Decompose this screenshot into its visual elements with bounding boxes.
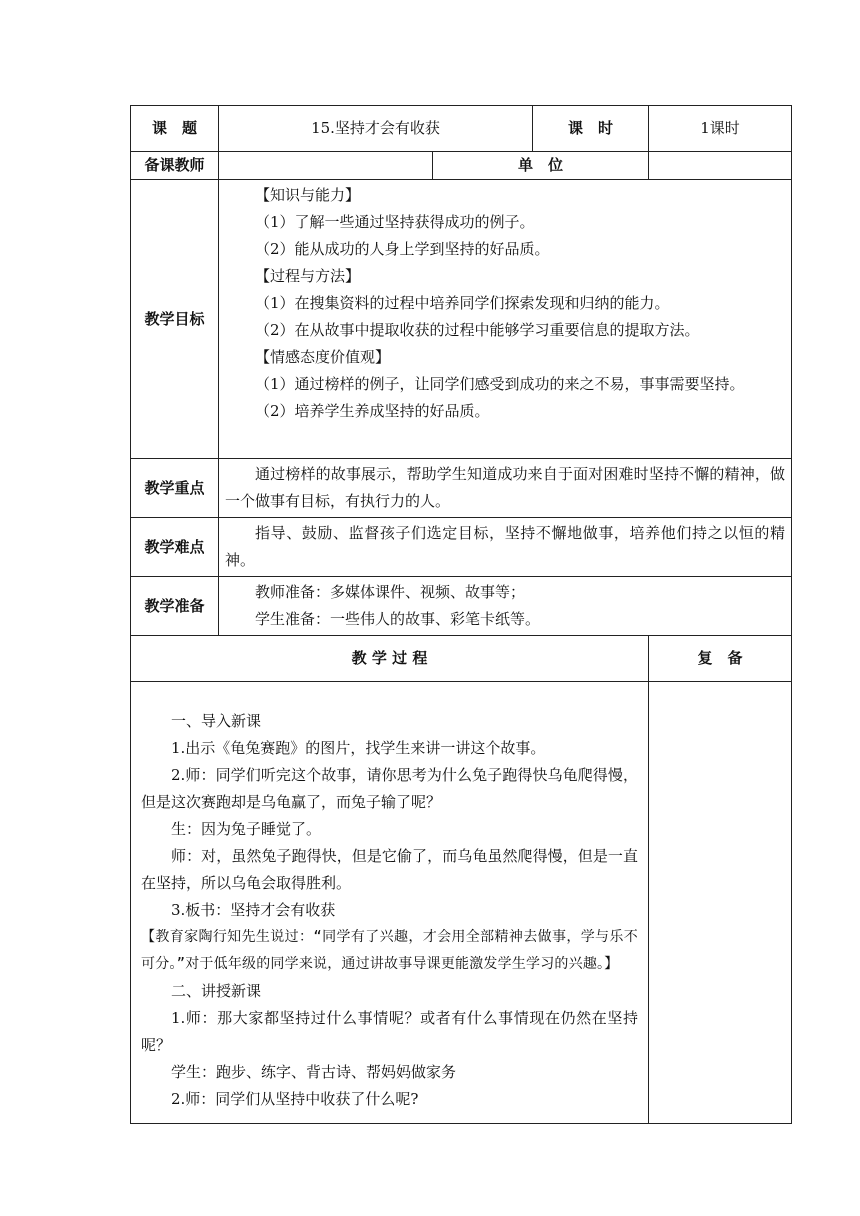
review-content [649,682,792,1124]
objectives-line: （2）培养学生养成坚持的好品质。 [255,402,490,420]
lesson-plan-table [130,105,792,1124]
preparation-teacher: 教师准备：多媒体课件、视频、故事等； [255,583,526,601]
preparation-student: 学生准备：一些伟人的故事、彩笔卡纸等。 [255,610,541,628]
hours-label: 课 时 [533,106,649,152]
topic-label: 课 题 [131,106,219,152]
preparation-row [131,577,792,636]
process-line: 一、导入新课 [171,712,262,730]
key-points-label: 教学重点 [131,459,219,518]
process-header-row [131,636,792,682]
process-line: 2.师：同学们听完这个故事，请你思考为什么兔子跑得快乌龟爬得慢，但是这次赛跑却是乌龟赢了，而兔子输了呢？ [141,766,638,811]
objectives-line: 【知识与能力】 [255,186,361,204]
objectives-row [131,180,792,459]
difficulties-content [219,518,792,577]
process-line: 3.板书：坚持才会有收获 [171,901,336,919]
process-header: 教 学 过 程 [131,636,649,682]
preparation-content [219,577,792,636]
teacher-value [219,152,433,180]
process-line: 二、讲授新课 [171,982,262,1000]
process-row [131,682,792,1124]
unit-label: 单 位 [433,152,649,180]
objectives-line: 【情感态度价值观】 [255,348,391,366]
unit-value [649,152,792,180]
review-header: 复 备 [649,636,792,682]
process-line: 师：对，虽然兔子跑得快，但是它偷了，而乌龟虽然爬得慢，但是一直在坚持，所以乌龟会取得胜利。 [141,847,638,892]
teacher-label: 备课教师 [131,152,219,180]
difficulties-row [131,518,792,577]
process-line: 1.出示《龟兔赛跑》的图片，找学生来讲一讲这个故事。 [171,739,546,757]
objectives-line: （1）通过榜样的例子，让同学们感受到成功的来之不易，事事需要坚持。 [255,375,745,393]
objectives-line: （1）在搜集资料的过程中培养同学们探索发现和归纳的能力。 [255,294,670,312]
topic-row [131,106,792,152]
process-line: 1.师：那大家都坚持过什么事情呢？或者有什么事情现在仍然在坚持呢？ [141,1009,638,1054]
topic-value: 15.坚持才会有收获 [219,106,533,152]
process-note: 【教育家陶行知先生说过：“同学有了兴趣，才会用全部精神去做事，学与乐不可分。”对于低年级的同学来说，通过讲故事导课更能激发学生学习的兴趣。】 [141,929,638,972]
key-points-row [131,459,792,518]
objectives-line: 【过程与方法】 [255,267,361,285]
objectives-content [219,180,792,459]
objectives-label: 教学目标 [131,180,219,459]
key-points-text: 通过榜样的故事展示，帮助学生知道成功来自于面对困难时坚持不懈的精神，做一个做事有目标，有执行力的人。 [225,465,785,510]
preparation-label: 教学准备 [131,577,219,636]
difficulties-label: 教学难点 [131,518,219,577]
process-line: 学生：跑步、练字、背古诗、帮妈妈做家务 [171,1063,457,1081]
process-content [131,682,649,1124]
objectives-line: （1）了解一些通过坚持获得成功的例子。 [255,213,535,231]
process-line: 生：因为兔子睡觉了。 [171,820,322,838]
hours-value: 1课时 [649,106,792,152]
objectives-line: （2）在从故事中提取收获的过程中能够学习重要信息的提取方法。 [255,321,700,339]
process-line: 2.师：同学们从坚持中收获了什么呢? [171,1090,419,1108]
teacher-row [131,152,792,180]
objectives-line: （2）能从成功的人身上学到坚持的好品质。 [255,240,550,258]
difficulties-text: 指导、鼓励、监督孩子们选定目标，坚持不懈地做事，培养他们持之以恒的精神。 [225,524,785,569]
key-points-content [219,459,792,518]
